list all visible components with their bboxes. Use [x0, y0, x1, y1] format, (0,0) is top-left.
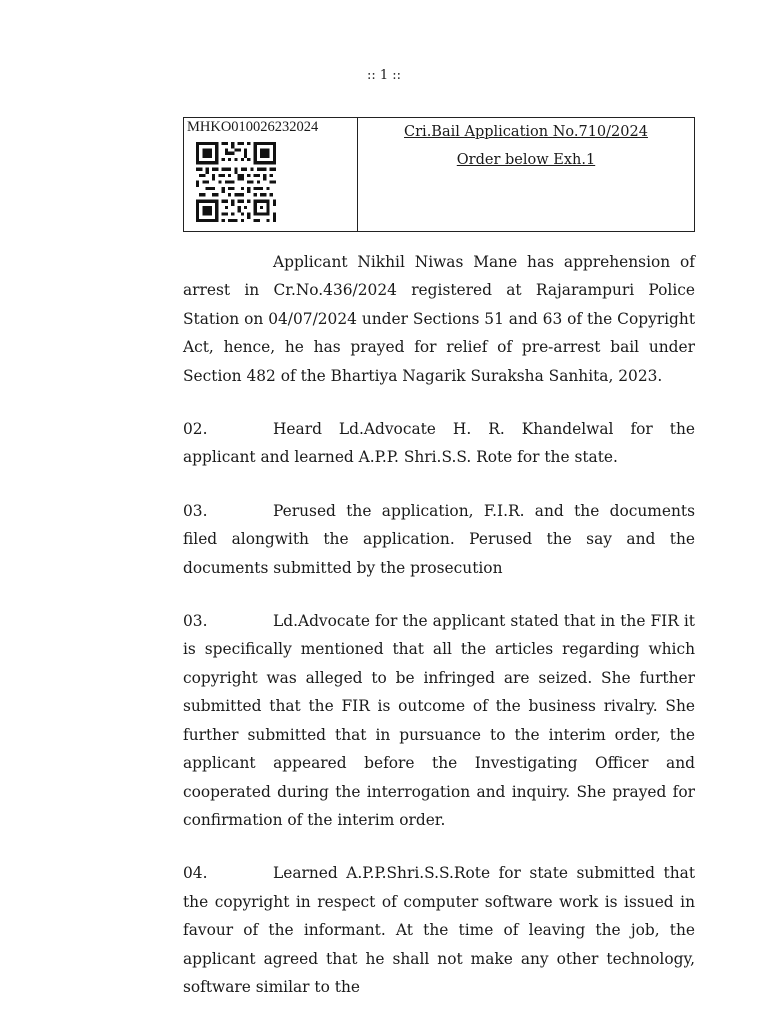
paragraph-2 — [183, 415, 695, 472]
cnr-number: MHKO010026232024 — [187, 119, 319, 135]
case-title-cell — [358, 118, 694, 231]
paragraph-3 — [183, 497, 695, 582]
qr-code-icon — [195, 142, 277, 222]
page-number: :: 1 :: — [366, 68, 402, 83]
case-header-table — [183, 117, 695, 232]
paragraph-text: Learned A.P.P.Shri.S.S.Rote for state submitted that the copyright in respect of computer software work is issued in favour of the informant. At the time of leaving the job, the applicant agreed that he shall not make any other technology, software similar to the — [183, 864, 695, 996]
case-id-cell — [184, 118, 358, 231]
paragraph-number: 03. — [183, 612, 208, 631]
paragraph-5 — [183, 859, 695, 1001]
paragraph-text: Perused the application, F.I.R. and the documents filed alongwith the application. Perused the say and the documents submitted by the prosecution — [183, 501, 695, 577]
paragraph-text: Heard Ld.Advocate H. R. Khandelwal for the applicant and learned A.P.P. Shri.S.S. Rote for the state. — [183, 420, 695, 467]
paragraph-text: Ld.Advocate for the applicant stated that in the FIR it is specifically mentioned that all the articles regarding which copyright was alleged to be infringed are seized. She further submitted that the FIR is outcome of the business rivalry. She further submitted that in pursuance to the interim order, the applicant appeared before the Investigating Officer and cooperated during the interrogation and inquiry. She prayed for confirmation of the interim order. — [183, 612, 695, 829]
paragraph-1 — [183, 248, 695, 390]
paragraph-number: 03. — [183, 501, 208, 520]
paragraph-text: Applicant Nikhil Niwas Mane has apprehension of arrest in Cr.No.436/2024 registered at Rajarampuri Police Station on 04/07/2024 under Sections 51 and 63 of the Copyright Act, hence, he has prayed for relief of pre-arrest bail under Section 482 of the Bhartiya Nagarik Suraksha Sanhita, 2023. — [183, 253, 695, 385]
order-body — [183, 248, 695, 1026]
paragraph-4 — [183, 607, 695, 834]
paragraph-number: 04. — [183, 864, 208, 883]
paragraph-number: 02. — [183, 420, 208, 439]
order-title: Order below Exh.1 — [456, 152, 596, 168]
case-title: Cri.Bail Application No.710/2024 — [404, 124, 648, 140]
